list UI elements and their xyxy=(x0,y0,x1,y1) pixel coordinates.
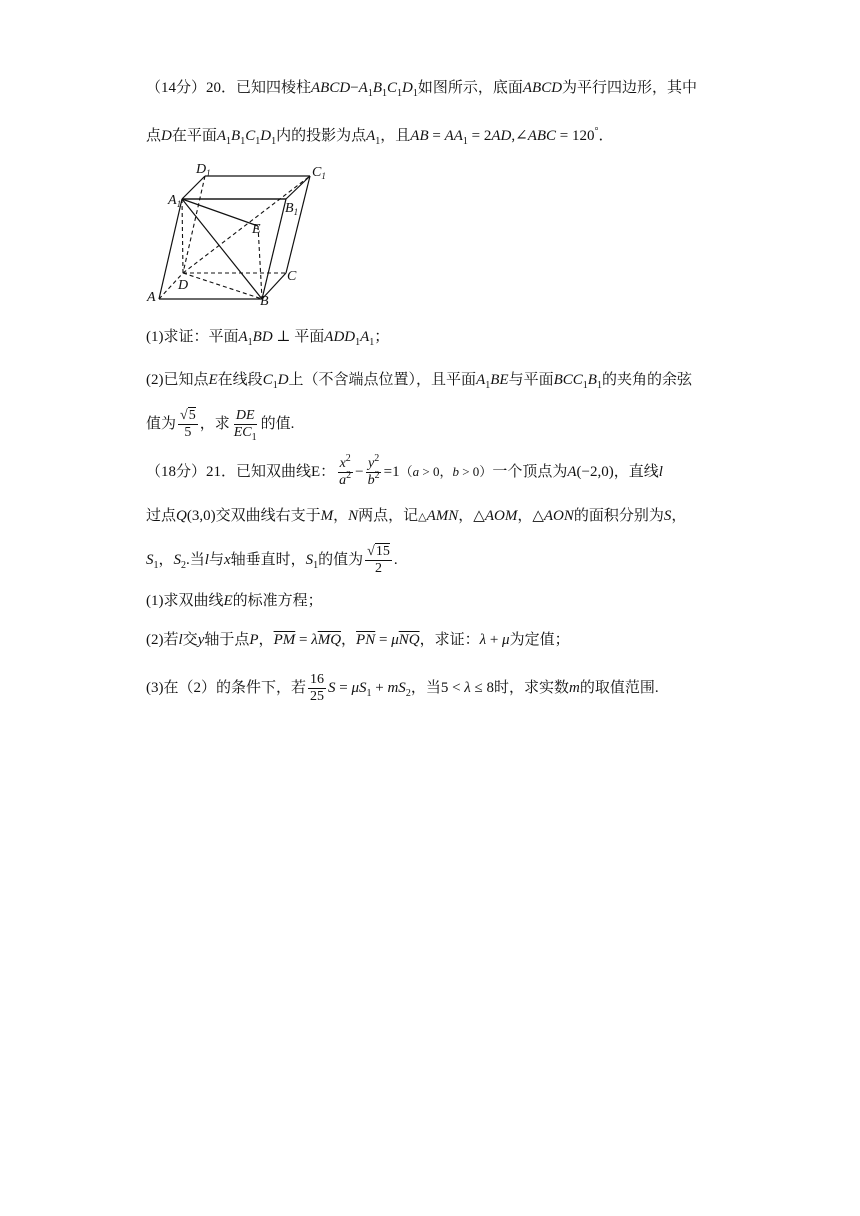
label-D: D xyxy=(178,278,189,293)
q20-header: （14分）20．已知四棱柱 xyxy=(146,80,312,96)
fraction-sqrt15-over-2: $\frac{√15}{2}$ xyxy=(367,544,390,577)
prism-figure xyxy=(140,158,340,308)
label-B: B xyxy=(260,294,269,308)
label-B1: $B_1$ xyxy=(285,201,299,217)
q21-part3: (3)在（2）的条件下，若 $\frac{16}{25}$ $S = \mu S_1 + mS_2$，当5 < λ ≤ 8时，求实数m的取值范围. xyxy=(146,672,659,705)
q20-line1: （14分）20．已知四棱柱$ABCD-A_1B_1C_1D_1$如图所示，底面ABCD为平行四边形，其中 xyxy=(146,80,698,99)
q20-header-tail: 如图所示，底面ABCD为平行四边形，其中 xyxy=(417,80,698,96)
q21-line3: $S_1$，$S_2$.当l与x轴垂直时，$S_1$的值为 $\frac{√15}{2}$ . xyxy=(146,544,398,577)
fraction-y2-b2: $\frac{y^2}{b^2}$ xyxy=(367,453,380,489)
q20-line2: 点D在平面$A_1B_1C_1D_1$内的投影为点$A_1$，且AB = $AA_1$ = 2AD,∠ABC = 120°． xyxy=(146,126,614,147)
q20-part2-line1: (2)已知点E在线段$C_1D$上（不含端点位置），且平面$A_1BE$与平面$BCC_1B_1$的夹角的余弦 xyxy=(146,372,692,391)
q21-line1: （18分）21．已知双曲线E： $\frac{x^2}{a^2}$ − $\frac{y^2}{b^2}$ =1（a > 0，b > 0）一个顶点为A(−2,0)，直线l xyxy=(146,453,663,489)
fraction-x2-a2: $\frac{x^2}{a^2}$ xyxy=(339,453,352,489)
q20-part2-line2: 值为 $\frac{√5}{5}$ ，求 $\frac{DE}{EC_1}$ 的值. xyxy=(146,408,295,444)
q21-part1: (1)求双曲线E的标准方程； xyxy=(146,593,323,609)
label-D1: $D_1$ xyxy=(196,162,211,178)
q21-part2: (2)若l交y轴于点P，$\overline{PM} = \lambda\overline{MQ}$，$\overline{PN} = \mu\overline{NQ}$，求证：λ + μ为定值； xyxy=(146,632,570,648)
prism-name: ABCD xyxy=(311,80,351,96)
label-C1: $C_1$ xyxy=(312,165,326,181)
fraction-16-over-25: $\frac{16}{25}$ xyxy=(310,672,324,705)
label-C: C xyxy=(287,269,297,284)
q21-line2: 过点Q(3,0)交双曲线右支于M，N两点，记△AMN，△AOM，△AON的面积分别为S， xyxy=(146,508,687,524)
label-A1: $A_1$ xyxy=(168,193,182,209)
fraction-sqrt5-over-5: $\frac{√5}{5}$ xyxy=(180,408,196,441)
label-A: A xyxy=(147,290,156,305)
fraction-DE-over-EC1: $\frac{DE}{EC_1}$ xyxy=(233,408,257,444)
q20-part1: (1)求证：平面$A_1BD$ ⊥ 平面$ADD_1A_1$； xyxy=(146,329,390,348)
label-E: E xyxy=(252,222,261,237)
